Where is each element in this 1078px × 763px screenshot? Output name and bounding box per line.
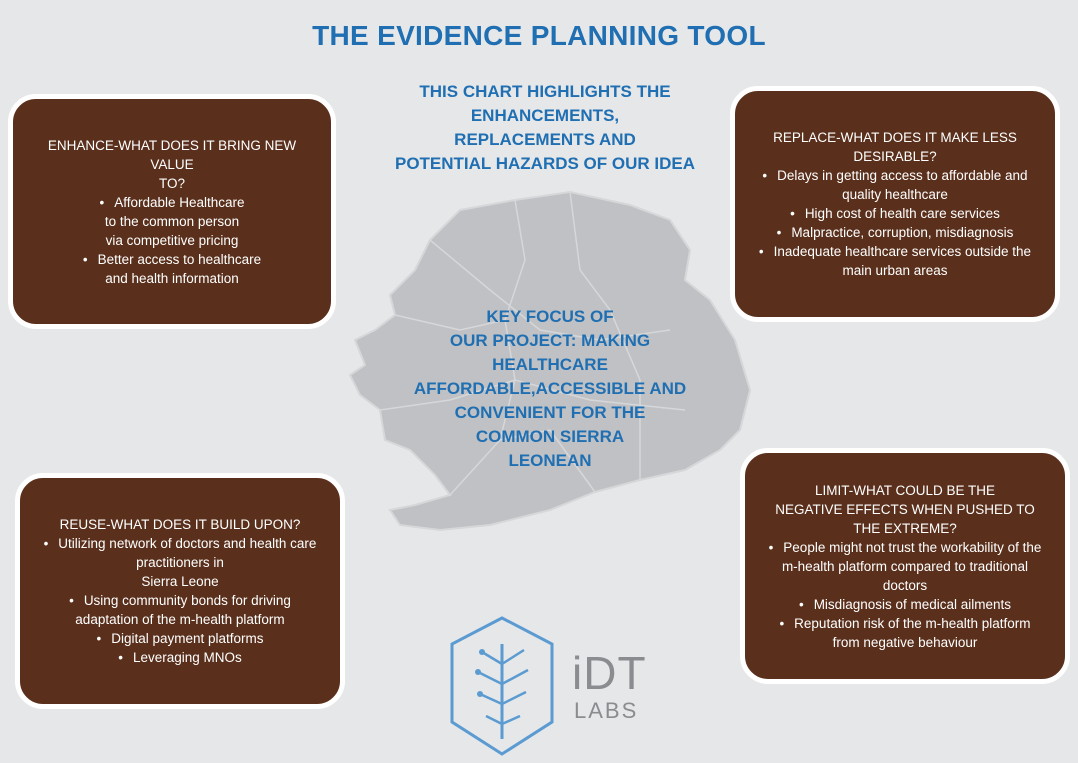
item-line: • Leveraging MNOs — [32, 648, 328, 667]
enhance-box — [8, 94, 336, 329]
bullet-item — [25, 193, 319, 250]
reuse-box — [15, 473, 345, 709]
heading-line: ENHANCE-WHAT DOES IT BRING NEW VALUE — [47, 137, 297, 172]
bullet-item — [757, 538, 1053, 595]
bullet-item — [32, 629, 328, 648]
item-line: • Malpractice, corruption, misdiagnosis — [747, 223, 1043, 242]
key-focus-line: COMMON SIERRA — [475, 427, 625, 446]
replace-heading — [747, 128, 1043, 166]
item-line: • Inadequate healthcare services outside the — [747, 242, 1043, 261]
item-line: • Better access to healthcare — [25, 250, 319, 269]
item-line: • High cost of health care services — [747, 204, 1043, 223]
heading-line: DESIRABLE? — [853, 149, 937, 164]
limit-box — [740, 448, 1070, 684]
item-line: • Delays in getting access to affordable and — [747, 166, 1043, 185]
heading-line: TO? — [158, 175, 185, 191]
heading-line: REPLACE-WHAT DOES IT MAKE LESS — [773, 130, 1017, 145]
heading-line: LIMIT-WHAT COULD BE THE — [814, 482, 996, 498]
item-line: via competitive pricing — [105, 232, 239, 248]
item-line: • Digital payment platforms — [32, 629, 328, 648]
item-line: • Utilizing network of doctors and health care — [32, 534, 328, 553]
item-line: practitioners in — [136, 555, 224, 570]
page-title: THE EVIDENCE PLANNING TOOL — [312, 20, 766, 51]
bullet-item — [747, 204, 1043, 223]
heading-line: THE EXTREME? — [853, 520, 957, 536]
item-line: • Using community bonds for driving — [32, 591, 328, 610]
limit-heading — [757, 481, 1053, 538]
bullet-item — [32, 648, 328, 667]
item-line: quality healthcare — [842, 187, 948, 202]
enhance-heading — [25, 136, 319, 193]
item-line: main urban areas — [842, 263, 948, 278]
heading-line: NEGATIVE EFFECTS WHEN PUSHED TO — [775, 501, 1035, 517]
item-line: Sierra Leone — [141, 574, 219, 589]
item-line: m-health platform compared to traditional — [781, 558, 1029, 574]
key-focus-line: LEONEAN — [508, 451, 592, 470]
item-line: and health information — [105, 270, 239, 286]
subtitle-line: THIS CHART HIGHLIGHTS THE — [419, 82, 671, 101]
replace-box — [730, 86, 1060, 322]
key-focus-text — [410, 305, 690, 473]
item-line: to the common person — [104, 213, 240, 229]
item-line: from negative behaviour — [832, 634, 978, 650]
item-line: • Reputation risk of the m-health platform — [757, 614, 1053, 633]
key-focus-line: HEALTHCARE — [492, 355, 608, 374]
item-line: • Misdiagnosis of medical ailments — [757, 595, 1053, 614]
bullet-item — [757, 614, 1053, 652]
subtitle-line: ENHANCEMENTS, — [470, 106, 620, 125]
bullet-item — [747, 166, 1043, 204]
item-line: • Affordable Healthcare — [25, 193, 319, 212]
subtitle-line: REPLACEMENTS AND — [454, 130, 636, 149]
key-focus-line: CONVENIENT FOR THE — [454, 403, 646, 422]
bullet-item — [25, 250, 319, 288]
item-line: adaptation of the m-health platform — [75, 612, 285, 627]
key-focus-line: OUR PROJECT: MAKING — [449, 331, 651, 350]
logo-sub: LABS — [574, 698, 639, 723]
heading-line: REUSE-WHAT DOES IT BUILD UPON? — [59, 517, 301, 532]
bullet-item — [32, 534, 328, 591]
key-focus-line: KEY FOCUS OF — [486, 307, 614, 326]
item-line: • People might not trust the workability of the — [757, 538, 1053, 557]
subtitle-line: POTENTIAL HAZARDS OF OUR IDEA — [394, 154, 696, 173]
bullet-item — [747, 242, 1043, 280]
bullet-item — [32, 591, 328, 629]
reuse-heading — [32, 515, 328, 534]
subtitle — [385, 80, 705, 176]
item-line: doctors — [882, 577, 928, 593]
bullet-item — [757, 595, 1053, 614]
logo-name: iDT — [572, 647, 647, 699]
key-focus-line: AFFORDABLE,ACCESSIBLE AND — [413, 379, 687, 398]
bullet-item — [747, 223, 1043, 242]
